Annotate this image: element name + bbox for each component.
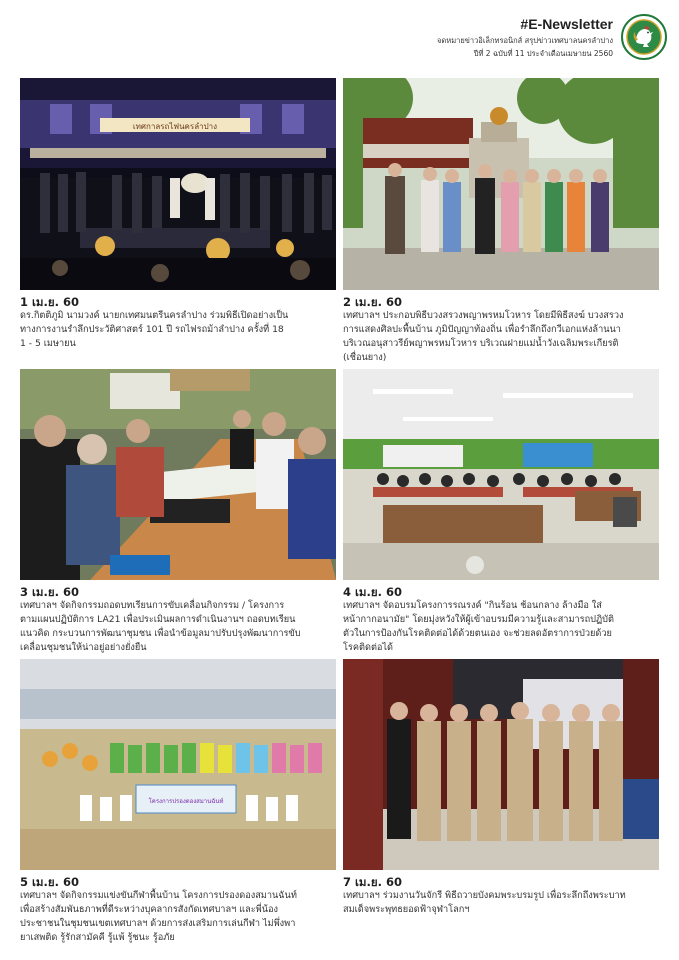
news-line: โรคติดต่อได้ bbox=[343, 642, 394, 653]
photo-sports-event bbox=[20, 659, 336, 870]
news-line: เทศบาลฯ จัดกิจกรรมแข่งขันกีฬาพื้นบ้าน โครงการปรองดองสมานฉันท์ bbox=[20, 890, 297, 901]
news-line: หน้ากากอนามัย" โดยมุ่งหวังให้ผู้เข้าอบรมมีความรู้และสามารถปฏิบัติ bbox=[343, 614, 614, 625]
news-line: บริเวณอนุสาวรีย์พญาพรหมโวหาร บริเวณฝายแม่น้ำวังเฉลิมพระเกียรติ bbox=[343, 338, 619, 349]
news-line: แนวคิด กระบวนการพัฒนาชุมชน เพื่อนำข้อมูลมาปรับปรุงพัฒนาการขับ bbox=[20, 628, 301, 639]
news-line: การแสดงศิลปะพื้นบ้าน ภูมิปัญญาท้องถิ่น เพื่อรำลึกถึงกวีเอกแห่งล้านนา bbox=[343, 324, 621, 335]
news-line: เคลื่อนชุมชนให้น่าอยู่อย่างยั่งยืน bbox=[20, 642, 147, 653]
news-item-2 bbox=[343, 78, 659, 368]
news-item-6 bbox=[343, 659, 659, 915]
news-line: ทางการงานรำลึกประวัติศาสตร์ 101 ปี รถไฟรถม้าลำปาง ครั้งที่ 18 bbox=[20, 324, 284, 335]
news-date: 3 เม.ย. 60 bbox=[20, 585, 79, 599]
news-line: สมเด็จพระพุทธยอดฟ้าจุฬาโลกฯ bbox=[343, 904, 470, 915]
news-line: ตัวในการป้องกันโรคติดต่อได้ด้วยตนเอง จะช่วยลดอัตราการป่วยด้วย bbox=[343, 628, 612, 639]
photo-banner-text: เทศกาลรถไฟนครลำปาง bbox=[132, 122, 218, 131]
news-description bbox=[343, 889, 659, 917]
issue-info: ปีที่ 2 ฉบับที่ 11 ประจำเดือนเมษายน 2560 bbox=[473, 49, 613, 58]
news-description bbox=[343, 309, 659, 365]
news-line: ตามแผนปฏิบัติการ LA21 เพื่อประเมินผลการดำเนินงานฯ ถอดบทเรียน bbox=[20, 614, 296, 625]
newsletter-subtitle: จดหมายข่าวอิเล็กทรอนิกส์ สรุปข่าวเทศบาลนครลำปาง bbox=[437, 36, 613, 45]
photo-workshop-table bbox=[20, 369, 336, 580]
news-item-5 bbox=[20, 659, 336, 944]
news-line: ยาเสพติด รู้รักสามัคคี รู้แพ้ รู้ชนะ รู้อภัย bbox=[20, 932, 175, 943]
news-date: 1 เม.ย. 60 bbox=[20, 295, 79, 309]
news-description bbox=[343, 599, 659, 655]
newsletter-header bbox=[0, 0, 679, 72]
news-item-3 bbox=[20, 369, 336, 654]
news-line: เทศบาลฯ ประกอบพิธีบวงสรวงพญาพรหมโวหาร โดยมีพิธีสงฆ์ บวงสรวง bbox=[343, 310, 624, 321]
news-date: 2 เม.ย. 60 bbox=[343, 295, 402, 309]
news-line: เทศบาลฯ จัดกิจกรรมถอดบทเรียนการขับเคลื่อนกิจกรรม / โครงการ bbox=[20, 600, 285, 611]
photo-railway-ceremony bbox=[20, 78, 336, 290]
news-line: เทศบาลฯ ร่วมงานวันจักรี พิธีถวายบังคมพระบรมรูป เพื่อระลึกถึงพระบาท bbox=[343, 890, 626, 901]
rooster-seal-icon bbox=[621, 14, 667, 60]
news-line: เทศบาลฯ จัดอบรมโครงการรณรงค์ "กินร้อน ช้อนกลาง ล้างมือ ใส่ bbox=[343, 600, 602, 611]
photo-chakri-day bbox=[343, 659, 659, 870]
news-line: (เชื่อนยาง) bbox=[343, 352, 387, 363]
news-date: 5 เม.ย. 60 bbox=[20, 875, 79, 889]
photo-banner-text: โครงการปรองดองสมานฉันท์ bbox=[148, 798, 224, 805]
news-date: 4 เม.ย. 60 bbox=[343, 585, 402, 599]
news-line: ประชาชนในชุมชนเขตเทศบาลฯ ด้วยการส่งเสริมการเล่นกีฬา ไม่พึ่งพา bbox=[20, 918, 296, 929]
news-item-1 bbox=[20, 78, 336, 353]
photo-training-room bbox=[343, 369, 659, 580]
newsletter-title: #E-Newsletter bbox=[520, 16, 613, 32]
news-description bbox=[20, 889, 336, 945]
news-line: 1 - 5 เมษายน bbox=[20, 338, 76, 349]
news-line: ดร.กิตติภูมิ นามวงค์ นายกเทศมนตรีนครลำปาง ร่วมพิธีเปิดอย่างเป็น bbox=[20, 310, 289, 321]
news-item-4 bbox=[343, 369, 659, 654]
news-description bbox=[20, 599, 336, 655]
news-description bbox=[20, 309, 336, 351]
photo-monument-group bbox=[343, 78, 659, 290]
news-line: เพื่อสร้างสัมพันธภาพที่ดีระหว่างบุคลากรสังกัดเทศบาลฯ และพี่น้อง bbox=[20, 904, 278, 915]
news-date: 7 เม.ย. 60 bbox=[343, 875, 402, 889]
